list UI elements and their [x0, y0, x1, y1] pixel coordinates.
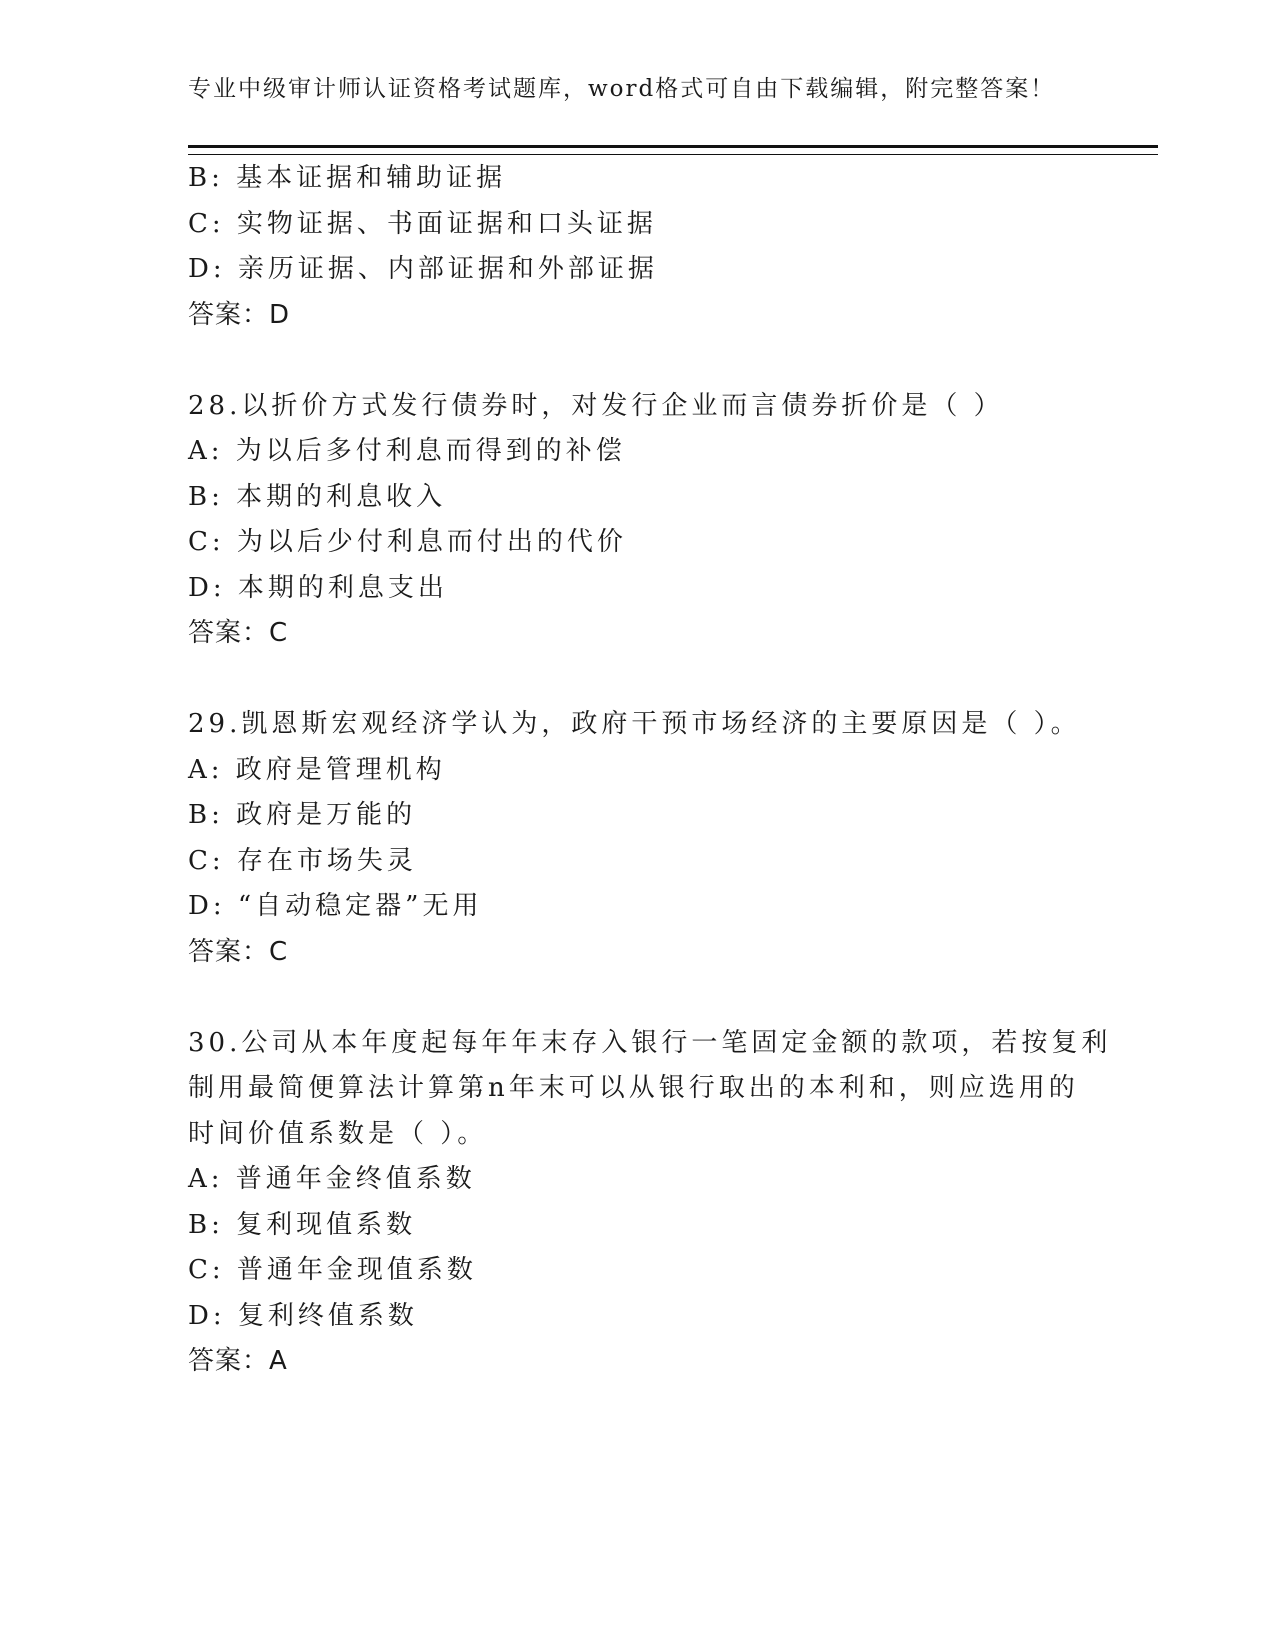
- page-header: 专业中级审计师认证资格考试题库，word格式可自由下载编辑，附完整答案！: [188, 76, 1056, 102]
- answer-line: 答案：C: [188, 618, 289, 648]
- option-a: A: 为以后多付利息而得到的补偿: [188, 436, 626, 466]
- option-b: B: 复利现值系数: [188, 1209, 417, 1240]
- question-stem-line-2: 制用最简便算法计算第n年末可以从银行取出的本利和，则应选用的: [188, 1073, 1079, 1103]
- document-body: [188, 156, 1148, 1385]
- option-c: C: 为以后少付利息而付出的代价: [188, 527, 627, 557]
- spacer: [188, 975, 1148, 1021]
- question-28: [188, 384, 1148, 657]
- spacer: [188, 338, 1148, 384]
- option-d: D: 亲历证据、内部证据和外部证据: [188, 254, 658, 284]
- spacer: [188, 657, 1148, 703]
- answer-line: 答案：D: [188, 299, 291, 330]
- option-b: B: 政府是万能的: [188, 800, 417, 830]
- question-fragment: [188, 156, 1148, 338]
- question-stem: 29.凯恩斯宏观经济学认为，政府干预市场经济的主要原因是（ ）。: [188, 709, 1081, 739]
- option-a: A: 政府是管理机构: [188, 754, 446, 785]
- option-b: B: 本期的利息收入: [188, 481, 447, 512]
- answer-line: 答案：C: [188, 936, 289, 967]
- answer-line: 答案：A: [188, 1346, 288, 1376]
- option-d: D: “自动稳定器”无用: [188, 891, 483, 921]
- question-stem-line-3: 时间价值系数是（ ）。: [188, 1118, 488, 1149]
- option-d: D: 本期的利息支出: [188, 572, 448, 603]
- option-c: C: 实物证据、书面证据和口头证据: [188, 208, 657, 239]
- option-d: D: 复利终值系数: [188, 1300, 418, 1331]
- header-divider: [188, 145, 1158, 155]
- question-30: [188, 1021, 1148, 1385]
- question-stem-line-1: 30.公司从本年度起每年年末存入银行一笔固定金额的款项，若按复利: [188, 1027, 1112, 1058]
- option-b: B: 基本证据和辅助证据: [188, 163, 507, 193]
- option-c: C: 存在市场失灵: [188, 845, 417, 876]
- option-a: A: 普通年金终值系数: [188, 1164, 476, 1194]
- option-c: C: 普通年金现值系数: [188, 1255, 477, 1285]
- question-stem: 28.以折价方式发行债券时，对发行企业而言债券折价是（ ）: [188, 390, 1004, 421]
- question-29: [188, 702, 1148, 975]
